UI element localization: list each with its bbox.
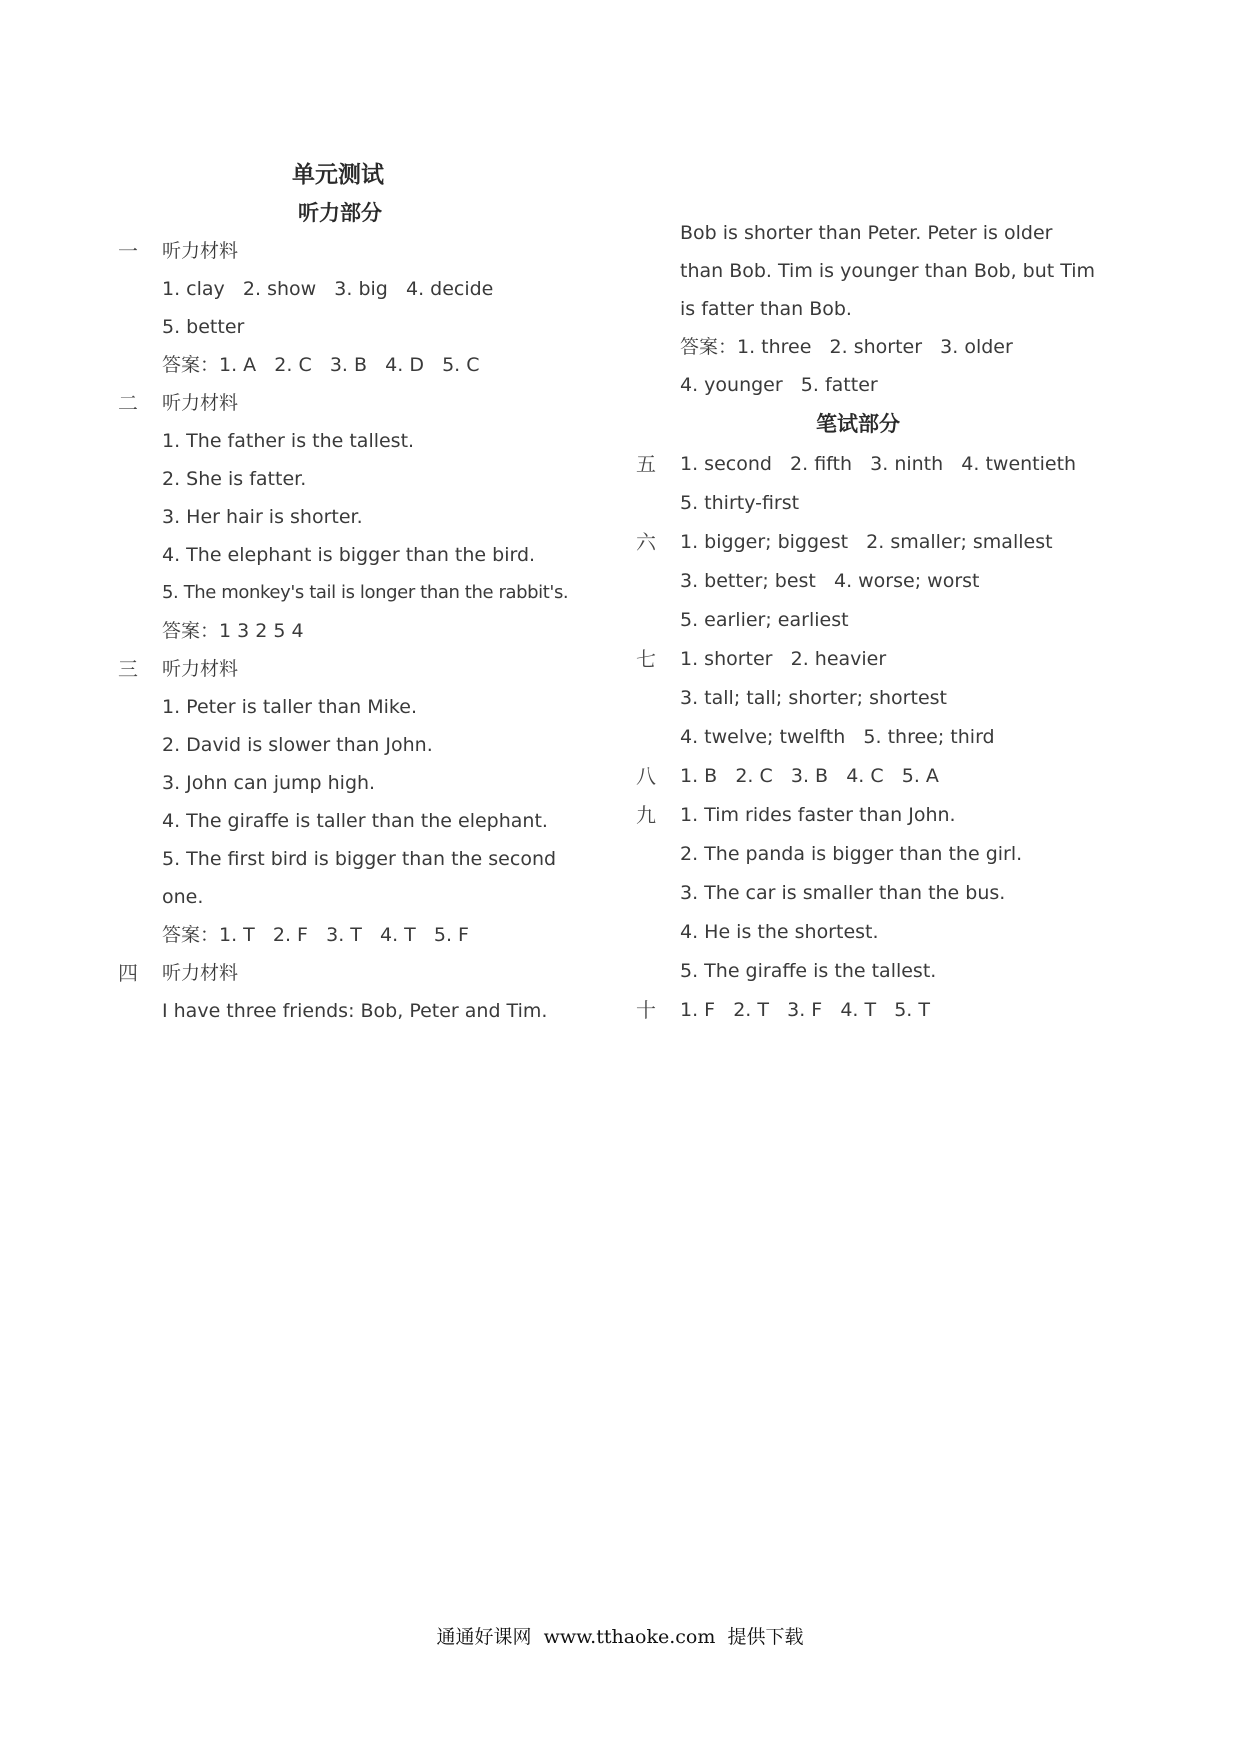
answer-line: 3. The car is smaller than the bus. [680, 882, 1006, 904]
page-title: 单元测试 [292, 161, 384, 188]
section-number-10: 十 [636, 998, 656, 1022]
section-number-3: 三 [118, 657, 138, 681]
answer-line: 3. tall; tall; shorter; shortest [680, 687, 947, 709]
continuation-line: Bob is shorter than Peter. Peter is older [680, 222, 1053, 244]
answer-line: I have three friends: Bob, Peter and Tim. [162, 1000, 548, 1022]
answer-line: 5. earlier; earliest [680, 609, 849, 631]
section-label-4: 听力材料 [162, 962, 239, 984]
section-label-1: 听力材料 [162, 240, 239, 262]
answer-line: 5. better [162, 316, 245, 338]
answer-line: 1. bigger; biggest 2. smaller; smallest [680, 531, 1053, 553]
section-number-5: 五 [636, 452, 656, 476]
answer-line: 3. John can jump high. [162, 772, 376, 794]
answer-line: 1. shorter 2. heavier [680, 648, 887, 670]
answer-line: 3. Her hair is shorter. [162, 506, 363, 528]
answer-key-line: 答案：1. T 2. F 3. T 4. T 5. F [162, 924, 469, 946]
answer-line: 1. second 2. fifth 3. ninth 4. twentieth [680, 453, 1077, 475]
answer-key-line: 答案：1. A 2. C 3. B 4. D 5. C [162, 354, 480, 376]
section-number-2: 二 [118, 391, 138, 415]
answer-line: 4. The giraffe is taller than the elephant. [162, 810, 548, 832]
answer-key-line: 答案：1. three 2. shorter 3. older [680, 336, 1013, 358]
answer-line: 4. He is the shortest. [680, 921, 879, 943]
section-number-8: 八 [636, 764, 656, 788]
section-number-1: 一 [118, 239, 138, 263]
answer-line: 1. Peter is taller than Mike. [162, 696, 417, 718]
answer-key-line: 4. younger 5. fatter [680, 374, 878, 396]
answer-line: 1. clay 2. show 3. big 4. decide [162, 278, 494, 300]
answer-line: 2. The panda is bigger than the girl. [680, 843, 1023, 865]
section-label-3: 听力材料 [162, 658, 239, 680]
answer-line: 5. The monkey's tail is longer than the rabbit's. [162, 582, 569, 603]
writing-heading: 笔试部分 [816, 411, 900, 436]
answer-key-line: 答案：1 3 2 5 4 [162, 620, 304, 642]
continuation-line: than Bob. Tim is younger than Bob, but Tim [680, 260, 1096, 282]
section-label-2: 听力材料 [162, 392, 239, 414]
answer-line: 5. The first bird is bigger than the second [162, 848, 557, 870]
footer-source: 通通好课网 www.tthaoke.com 提供下载 [436, 1626, 804, 1648]
listening-heading: 听力部分 [298, 200, 382, 225]
section-number-9: 九 [636, 803, 656, 827]
answer-line: 4. The elephant is bigger than the bird. [162, 544, 536, 566]
answer-line: 2. She is fatter. [162, 468, 307, 490]
answer-line: 2. David is slower than John. [162, 734, 433, 756]
answer-line: 1. Tim rides faster than John. [680, 804, 956, 826]
continuation-line: is fatter than Bob. [680, 298, 852, 320]
answer-line: 1. F 2. T 3. F 4. T 5. T [680, 999, 930, 1021]
answer-line: 4. twelve; twelfth 5. three; third [680, 726, 995, 748]
answer-line: 5. The giraffe is the tallest. [680, 960, 937, 982]
section-number-4: 四 [118, 961, 138, 985]
answer-line: 1. B 2. C 3. B 4. C 5. A [680, 765, 939, 787]
answer-line: one. [162, 886, 204, 908]
answer-line: 3. better; best 4. worse; worst [680, 570, 980, 592]
answer-line: 1. The father is the tallest. [162, 430, 415, 452]
section-number-7: 七 [636, 647, 656, 671]
section-number-6: 六 [636, 530, 656, 554]
answer-line: 5. thirty-first [680, 492, 800, 514]
